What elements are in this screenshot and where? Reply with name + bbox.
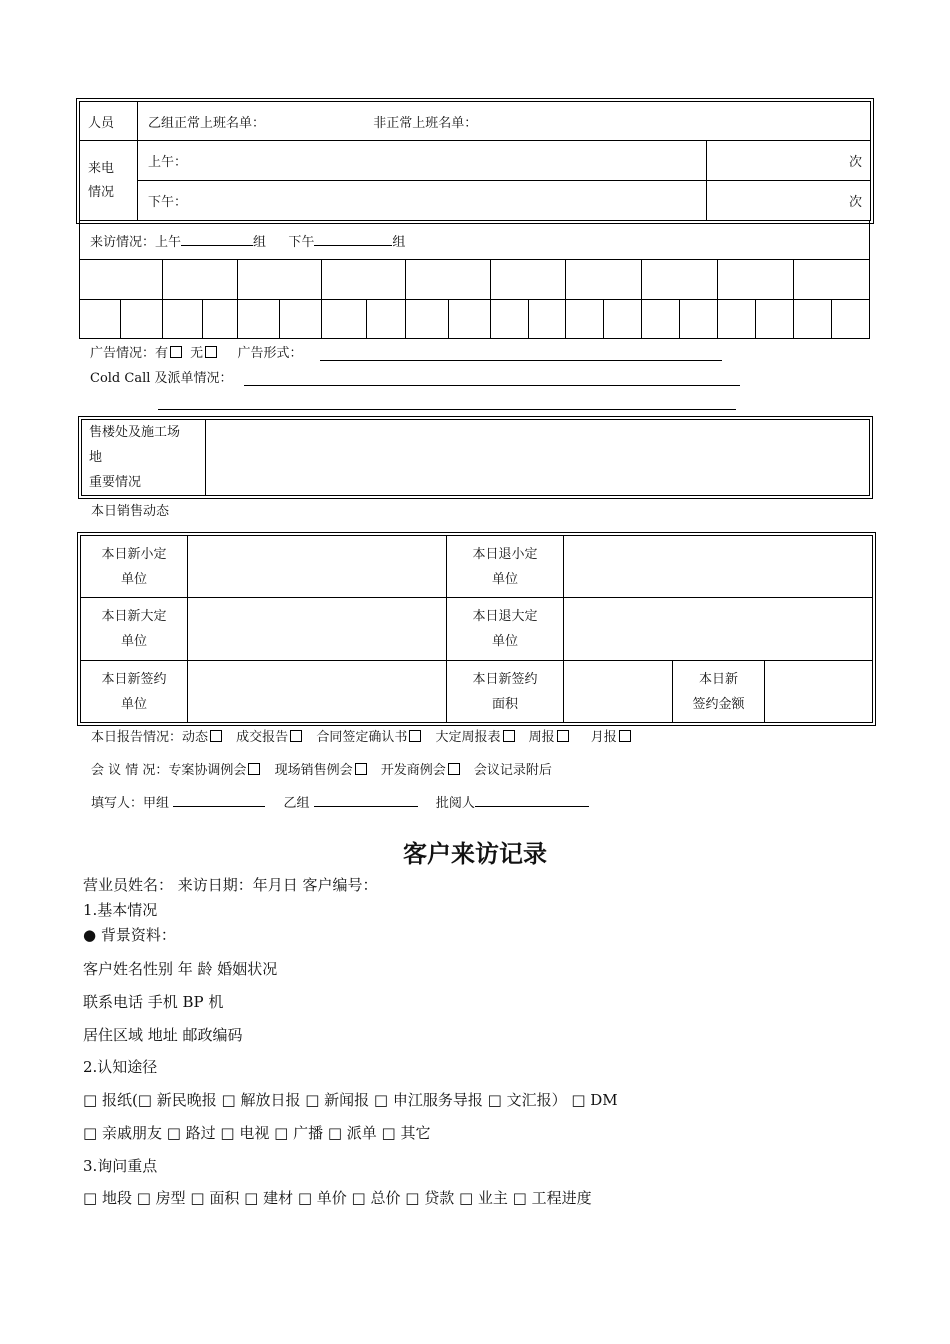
- meetings-label: 会 议 情 况：: [91, 763, 169, 778]
- inquiry-focus-row: □ 地段 □ 房型 □ 面积 □ 建材 □ 单价 □ 总价 □ 贷款 □ 业主 □ 工程进度: [83, 1189, 592, 1207]
- new-sign-amount-label-2: 签约金额: [692, 696, 745, 712]
- section-basic-info: 1.基本情况: [83, 901, 158, 919]
- meeting-site-checkbox[interactable]: [355, 763, 367, 775]
- calls-am-label: 上午：: [148, 155, 188, 170]
- site-label-line2: 地: [89, 450, 103, 465]
- staff-label: 人员: [88, 115, 115, 131]
- calls-pm-cell: [138, 181, 707, 221]
- meeting-item-project: 专案协调例会: [168, 763, 247, 778]
- cancel-big-label-1: 本日退大定: [472, 609, 538, 624]
- ads-yes-checkbox[interactable]: [170, 346, 182, 358]
- report-deal-checkbox[interactable]: [290, 730, 302, 742]
- report-monthly-checkbox[interactable]: [619, 730, 631, 742]
- section-inquiry-focus: 3.询问重点: [83, 1157, 158, 1175]
- group-b-roster-label: 乙组正常上班名单：: [148, 115, 266, 131]
- new-big-label: [81, 598, 188, 661]
- site-content-cell[interactable]: [206, 420, 870, 496]
- filler-group-b-field[interactable]: [314, 794, 418, 807]
- new-small-label-2: 单位: [120, 571, 147, 587]
- basic-row-address: 居住区域 地址 邮政编码: [83, 1026, 243, 1044]
- approver-label: 批阅人: [435, 796, 475, 811]
- report-item-weekly: 周报: [528, 730, 555, 745]
- calls-am-count-cell: [707, 141, 871, 181]
- new-small-label-1: 本日新小定: [101, 546, 167, 562]
- coldcall-underline-1: [244, 385, 740, 386]
- staff-calls-table: [79, 101, 871, 221]
- visit-record-title: 客户来访记录: [403, 840, 547, 868]
- new-sign-amount-label-1: 本日新: [698, 671, 738, 687]
- ads-label: 广告情况：有: [90, 346, 169, 361]
- basic-row-phone: 联系电话 手机 BP 机: [83, 993, 224, 1011]
- report-weekly-checkbox[interactable]: [557, 730, 569, 742]
- staff-roster-cell: [138, 102, 871, 141]
- meeting-item-developer: 开发商例会: [380, 763, 446, 778]
- ads-form-underline: [320, 360, 722, 361]
- new-big-label-1: 本日新大定: [101, 609, 167, 624]
- new-sign-label-2: 单位: [120, 696, 147, 712]
- group-b-label: 乙组: [283, 796, 310, 811]
- cancel-big-value[interactable]: [564, 598, 873, 661]
- site-situation-table: [81, 419, 870, 496]
- new-sign-amount-value[interactable]: [765, 661, 873, 723]
- new-small-value[interactable]: [188, 536, 447, 598]
- calls-label-cell: [80, 141, 138, 221]
- new-sign-area-label-1: 本日新签约: [472, 671, 538, 687]
- cancel-small-value[interactable]: [564, 536, 873, 598]
- visits-pm-group: 组: [392, 234, 406, 250]
- new-big-label-2: 单位: [120, 634, 147, 649]
- meeting-attached-note: 会议记录附后: [473, 763, 552, 778]
- reports-label: 本日报告情况：: [91, 730, 183, 745]
- visits-label: 来访情况：上午: [90, 234, 182, 250]
- cancel-big-label-2: 单位: [491, 634, 518, 649]
- section-channels: 2.认知途径: [83, 1058, 158, 1076]
- channels-row-1: □ 报纸(□ 新民晚报 □ 解放日报 □ 新闻报 □ 申江服务导报 □ 文汇报） □ DM: [83, 1091, 618, 1109]
- filler-label: 填写人：甲组: [91, 796, 170, 811]
- background-heading: ● 背景资料：: [83, 926, 176, 944]
- coldcall-label: Cold Call 及派单情况：: [90, 371, 233, 386]
- calls-label-line1: 来电: [88, 160, 115, 176]
- ads-line: [90, 346, 302, 362]
- meeting-developer-checkbox[interactable]: [448, 763, 460, 775]
- cancel-big-label: [447, 598, 564, 661]
- meeting-project-checkbox[interactable]: [248, 763, 260, 775]
- calls-pm-label: 下午：: [148, 195, 188, 210]
- basic-row-name: 客户姓名性别 年 龄 婚姻状况: [83, 960, 278, 978]
- site-label-line3: 重要情况: [89, 475, 142, 490]
- report-big-weekly-checkbox[interactable]: [503, 730, 515, 742]
- ads-form-label: 广告形式：: [237, 346, 303, 361]
- calls-am-cell: [138, 141, 707, 181]
- sales-dynamics-heading: 本日销售动态: [91, 504, 170, 519]
- ads-none-label: 无: [190, 346, 204, 361]
- visits-cell: [80, 221, 870, 260]
- new-small-label: [81, 536, 188, 598]
- visit-record-header: 营业员姓名： 来访日期：年月日 客户编号：: [83, 876, 378, 894]
- irregular-roster-label: 非正常上班名单：: [373, 115, 478, 131]
- report-item-dynamic: 动态: [182, 730, 209, 745]
- coldcall-underline-2: [158, 409, 736, 410]
- site-label-line1: 售楼处及施工场: [89, 425, 181, 440]
- approver-field[interactable]: [475, 794, 589, 807]
- visits-blank-row-2: [80, 300, 870, 339]
- reports-line: [91, 730, 635, 746]
- report-dynamic-checkbox[interactable]: [210, 730, 222, 742]
- meeting-item-site: 现场销售例会: [274, 763, 353, 778]
- visits-am-group: 组: [253, 234, 267, 250]
- visits-blank-row-1: [80, 260, 870, 300]
- calls-am-unit: 次: [848, 155, 862, 170]
- report-item-contract: 合同签定确认书: [316, 730, 408, 745]
- new-sign-value[interactable]: [188, 661, 447, 723]
- coldcall-line: [90, 371, 233, 387]
- new-sign-amount-label: [673, 661, 765, 723]
- calls-pm-unit: 次: [848, 195, 862, 210]
- visits-table: [79, 220, 870, 339]
- visits-pm-label: 下午: [288, 234, 315, 250]
- cancel-small-label-2: 单位: [491, 571, 518, 587]
- sales-dynamics-table: [80, 535, 873, 723]
- new-sign-area-label: [447, 661, 564, 723]
- report-item-big-weekly: 大定周报表: [435, 730, 501, 745]
- filler-group-a-field[interactable]: [173, 794, 265, 807]
- new-sign-area-label-2: 面积: [491, 696, 518, 712]
- report-item-deal: 成交报告: [236, 730, 289, 745]
- cancel-small-label: [447, 536, 564, 598]
- ads-no-checkbox[interactable]: [205, 346, 217, 358]
- signers-line: [91, 794, 589, 812]
- report-item-monthly: 月报: [590, 730, 617, 745]
- site-label-cell: [82, 420, 206, 496]
- new-big-value[interactable]: [188, 598, 447, 661]
- report-contract-checkbox[interactable]: [409, 730, 421, 742]
- new-sign-area-value[interactable]: [564, 661, 673, 723]
- channels-row-2: □ 亲戚朋友 □ 路过 □ 电视 □ 广播 □ 派单 □ 其它: [83, 1124, 431, 1142]
- new-sign-label: [81, 661, 188, 723]
- calls-pm-count-cell: [707, 181, 871, 221]
- meetings-line: [91, 763, 552, 779]
- cancel-small-label-1: 本日退小定: [472, 546, 538, 562]
- staff-label-cell: [80, 102, 138, 141]
- new-sign-label-1: 本日新签约: [101, 671, 167, 687]
- calls-label-line2: 情况: [88, 184, 115, 200]
